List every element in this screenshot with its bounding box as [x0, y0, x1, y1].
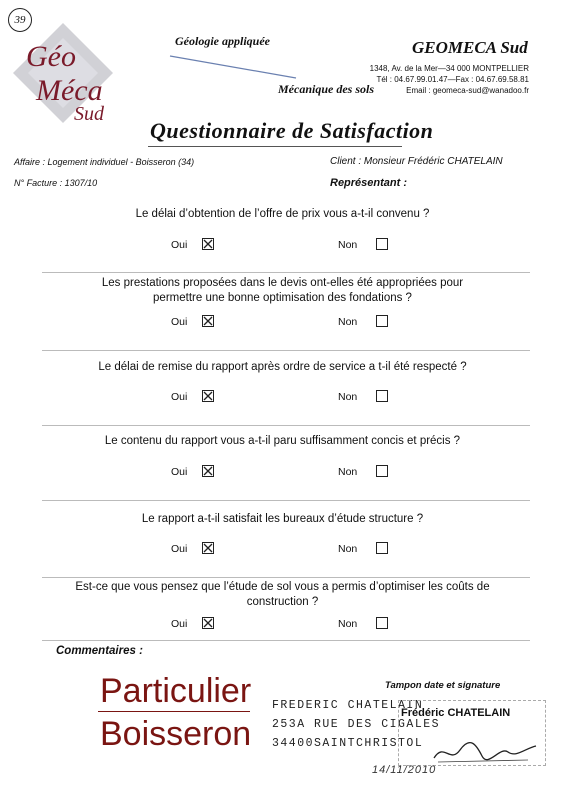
question-separator — [42, 425, 530, 426]
question-6-no-label: Non — [338, 618, 358, 630]
question-4-line1: Le contenu du rapport vous a-t-il paru suffisamment concis et précis ? — [104, 435, 461, 447]
question-2-yes-label: Oui — [171, 316, 188, 328]
company-address: 1348, Av. de la Mer—34 000 MONTPELLIER — [369, 64, 529, 73]
question-6-line1: Est-ce que vous pensez que l’étude de sol vous a permis d’optimiser les coûts de — [75, 581, 490, 593]
question-6-no-checkbox[interactable] — [376, 617, 388, 629]
handwritten-date: 14/11/2010 — [372, 764, 437, 776]
title-underline — [148, 146, 402, 147]
stamp-name-line: FREDERIC CHATELAIN — [272, 699, 424, 712]
question-separator — [42, 640, 530, 641]
question-3-no-checkbox[interactable] — [376, 390, 388, 402]
question-3-yes-label: Oui — [171, 391, 188, 403]
question-4 — [40, 434, 525, 449]
company-phone: Tél : 04.67.99.01.47—Fax : 04.67.69.58.81 — [376, 75, 529, 84]
question-5-yes-checkbox[interactable] — [202, 542, 214, 554]
question-4-no-checkbox[interactable] — [376, 465, 388, 477]
tagline-connector-line — [168, 52, 298, 82]
question-1-yes-checkbox[interactable] — [202, 238, 214, 250]
question-6-yes-checkbox[interactable] — [202, 617, 214, 629]
comment-line-1: Particulier — [100, 672, 252, 710]
stamp-street-line: 253A RUE DES CIGALES — [272, 718, 441, 731]
tagline-geologie: Géologie appliquée — [175, 34, 270, 48]
question-4-no-label: Non — [338, 466, 358, 478]
question-2 — [40, 276, 525, 306]
logo-text-sud: Sud — [74, 103, 104, 125]
question-5-no-label: Non — [338, 543, 358, 555]
question-4-yes-checkbox[interactable] — [202, 465, 214, 477]
affaire-info: Affaire : Logement individuel - Boisseron (34) — [14, 157, 195, 167]
question-separator — [42, 272, 530, 273]
question-6-line2: construction ? — [246, 596, 319, 608]
question-3-yes-checkbox[interactable] — [202, 390, 214, 402]
company-email: Email : geomeca-sud@wanadoo.fr — [406, 86, 529, 95]
question-6-yes-label: Oui — [171, 618, 188, 630]
stamp-city-line: 34400SAINTCHRISTOL — [272, 737, 424, 750]
question-5-no-checkbox[interactable] — [376, 542, 388, 554]
question-2-line1: Les prestations proposées dans le devis ont-elles été appropriées pour — [101, 277, 464, 289]
question-5-line1: Le rapport a-t-il satisfait les bureaux d’étude structure ? — [141, 513, 424, 525]
question-5-yes-label: Oui — [171, 543, 188, 555]
question-3 — [40, 360, 525, 375]
geomeca-logo — [8, 18, 148, 138]
question-3-line1: Le délai de remise du rapport après ordre de service a t-il été respecté ? — [98, 361, 467, 373]
question-3-no-label: Non — [338, 391, 358, 403]
question-2-line2: permettre une bonne optimisation des fondations ? — [153, 292, 412, 304]
comment-line-2: Boisseron — [100, 715, 252, 753]
question-1-no-label: Non — [338, 239, 358, 251]
question-1 — [40, 207, 525, 222]
question-5 — [40, 512, 525, 527]
question-1-no-checkbox[interactable] — [376, 238, 388, 250]
facture-info: N° Facture : 1307/10 — [14, 178, 98, 188]
question-2-no-label: Non — [338, 316, 358, 328]
client-info: Client : Monsieur Frédéric CHATELAIN — [330, 156, 503, 167]
signatory-name: Frédéric CHATELAIN — [401, 707, 511, 719]
question-separator — [42, 500, 530, 501]
question-1-line1: Le délai d’obtention de l’offre de prix vous a-t-il convenu ? — [135, 208, 430, 220]
question-4-yes-label: Oui — [171, 466, 188, 478]
company-name: GEOMECA Sud — [412, 38, 528, 57]
stamp-label: Tampon date et signature — [385, 680, 501, 691]
comments-label: Commentaires : — [56, 645, 143, 657]
question-1-yes-label: Oui — [171, 239, 188, 251]
page-title: Questionnaire de Satisfaction — [150, 118, 434, 143]
question-2-no-checkbox[interactable] — [376, 315, 388, 327]
question-separator — [42, 350, 530, 351]
question-separator — [42, 577, 530, 578]
question-2-yes-checkbox[interactable] — [202, 315, 214, 327]
question-6 — [40, 580, 525, 610]
comment-underline — [98, 711, 250, 712]
representant-label: Représentant : — [330, 177, 408, 189]
logo-text-meca: Méca — [36, 74, 103, 107]
tagline-mecanique: Mécanique des sols — [278, 82, 374, 96]
page-number-mark: 39 — [8, 8, 32, 32]
logo-text-geo: Géo — [26, 40, 76, 73]
handwritten-signature — [430, 738, 540, 766]
